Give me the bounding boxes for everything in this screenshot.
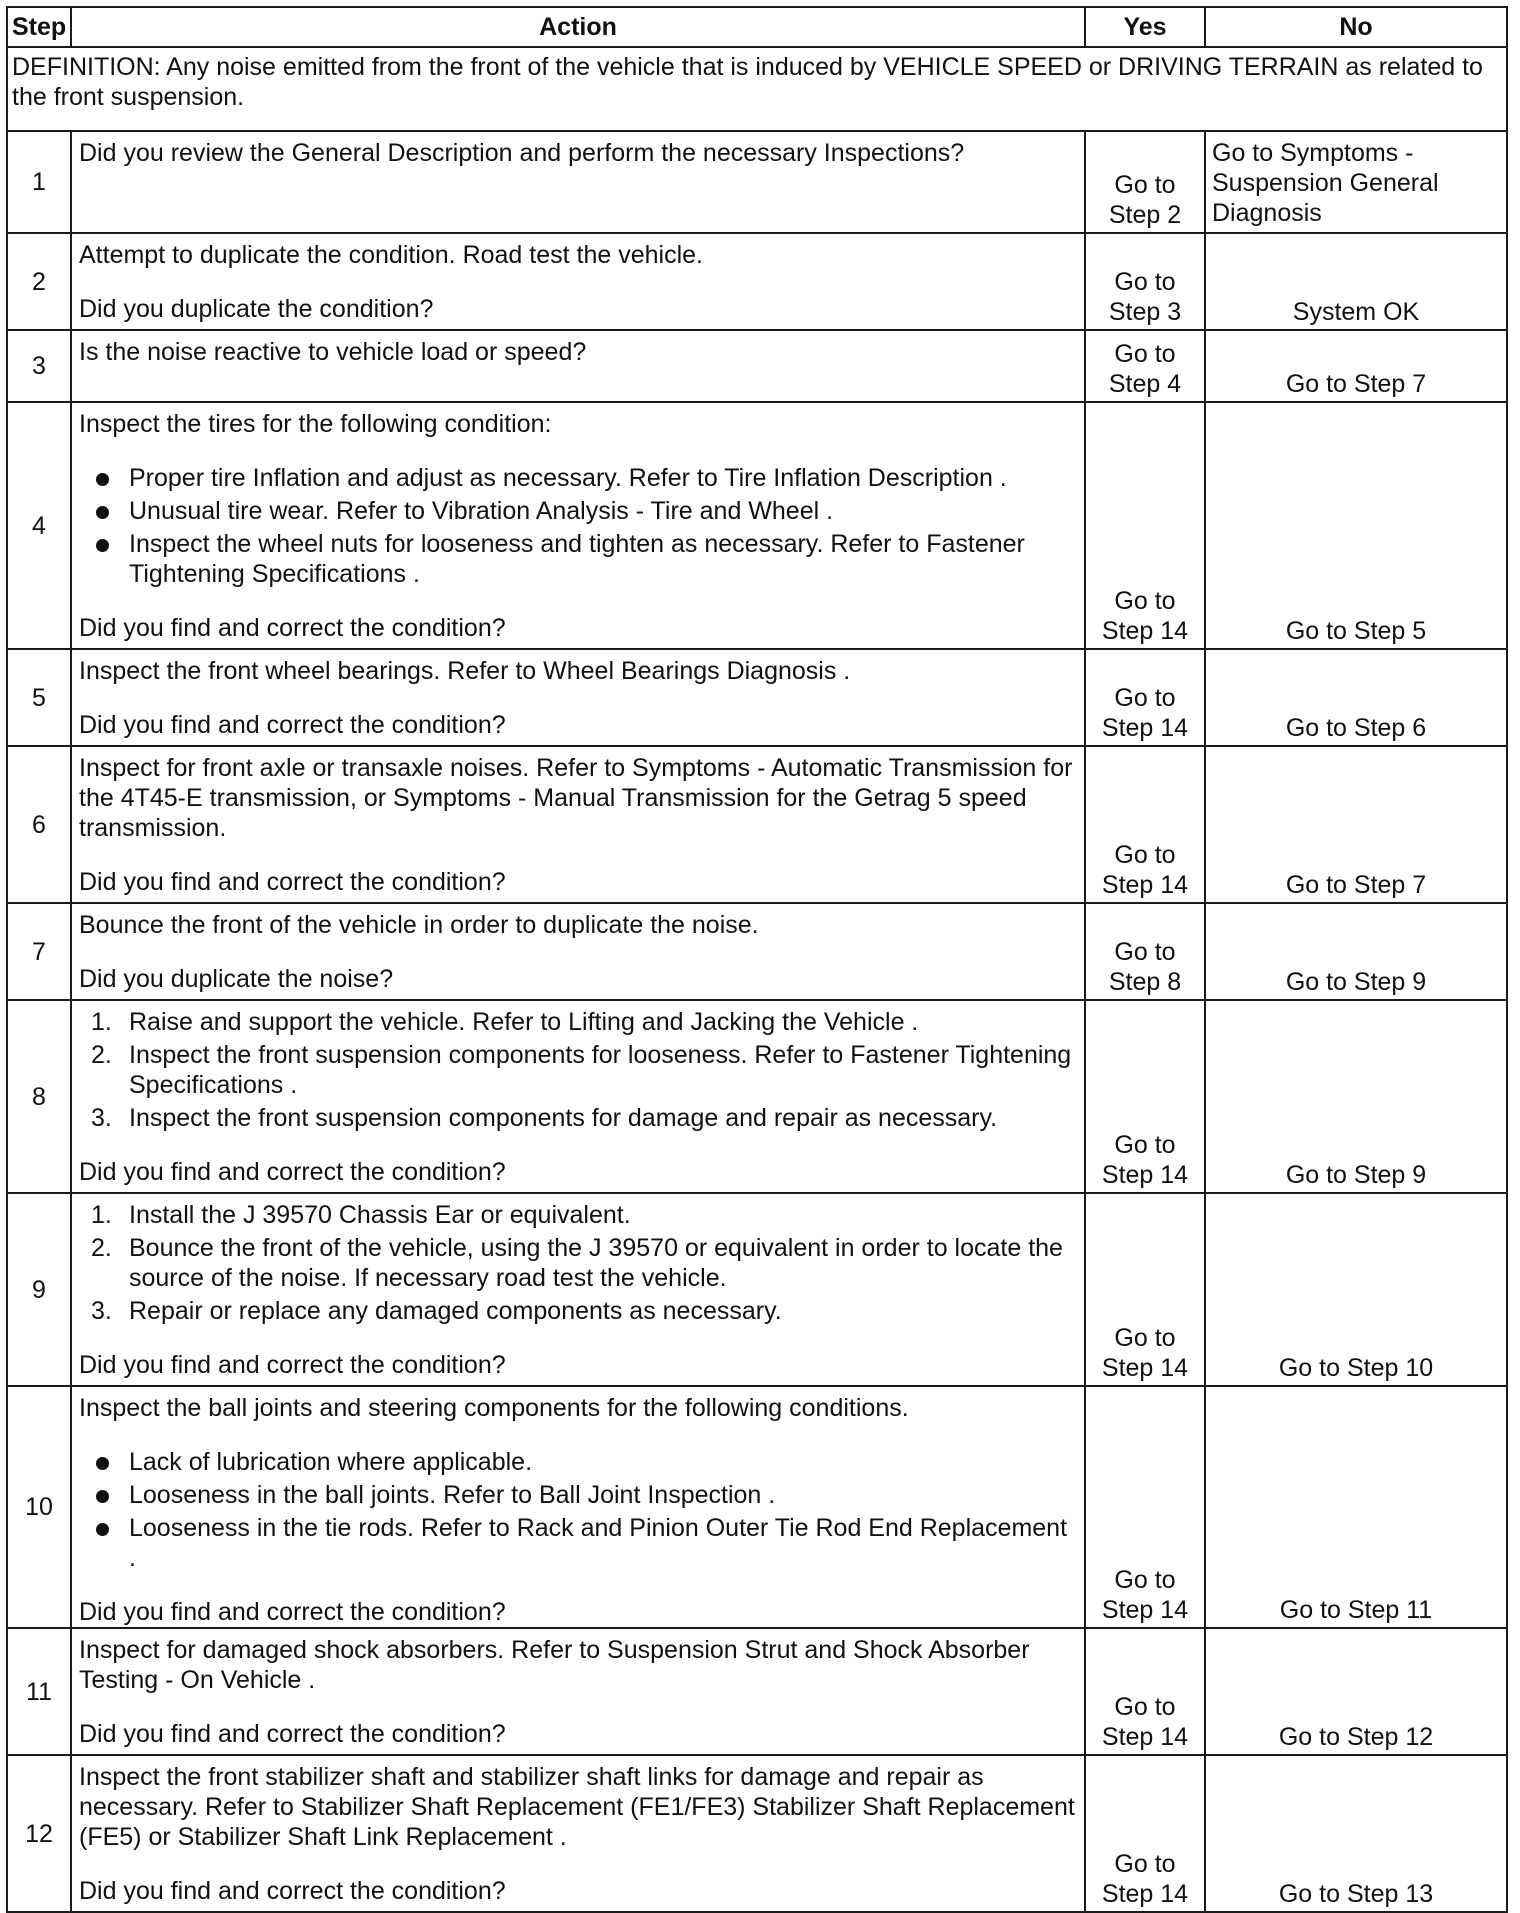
- table-row: [7, 1628, 1507, 1755]
- table-row: [7, 903, 1507, 1000]
- yes-text: Go to Step 14: [1101, 1131, 1189, 1189]
- action-cell: [71, 746, 1085, 903]
- table-row: [7, 402, 1507, 649]
- action-instruction: Bounce the front of the vehicle in order to duplicate the noise.: [79, 911, 759, 939]
- list-item: [79, 1447, 1078, 1477]
- list-item-text: Inspect the wheel nuts for looseness and tighten as necessary. Refer to Fastener Tightening Specifications .: [129, 530, 1025, 588]
- bullet-list: [79, 463, 1078, 589]
- no-text: Go to Step 6: [1285, 714, 1427, 742]
- no-link[interactable]: [1205, 746, 1507, 903]
- list-item: [79, 1233, 1078, 1293]
- step-number: 11: [7, 1628, 71, 1755]
- action-question: Did you find and correct the condition?: [79, 868, 506, 896]
- list-number: 2.: [91, 1041, 112, 1069]
- no-link[interactable]: [1205, 1386, 1507, 1628]
- action-instruction: Attempt to duplicate the condition. Road test the vehicle.: [79, 241, 703, 269]
- action-question: Did you find and correct the condition?: [79, 1877, 506, 1905]
- no-text: Go to Step 9: [1285, 1161, 1427, 1189]
- yes-link[interactable]: [1085, 131, 1205, 233]
- no-text: Go to Step 7: [1285, 871, 1427, 899]
- yes-text: Go to Step 4: [1108, 340, 1182, 398]
- numbered-list: [79, 1200, 1078, 1326]
- action-cell: [71, 649, 1085, 746]
- no-link[interactable]: [1205, 1755, 1507, 1912]
- yes-link[interactable]: [1085, 1193, 1205, 1386]
- no-link[interactable]: [1205, 1628, 1507, 1755]
- list-item: [79, 1513, 1078, 1573]
- bullet-icon: [96, 1523, 109, 1536]
- header-step: Step: [7, 7, 71, 47]
- action-instruction: Inspect the front wheel bearings. Refer to Wheel Bearings Diagnosis .: [79, 657, 851, 685]
- yes-link[interactable]: [1085, 649, 1205, 746]
- yes-link[interactable]: [1085, 1755, 1205, 1912]
- step-number: 12: [7, 1755, 71, 1912]
- list-item-text: Unusual tire wear. Refer to Vibration Analysis - Tire and Wheel .: [129, 497, 834, 525]
- no-text: Go to Step 5: [1285, 617, 1427, 645]
- list-number: 3.: [91, 1104, 112, 1132]
- table-row: [7, 233, 1507, 330]
- bullet-list: [79, 1447, 1078, 1573]
- table-row: [7, 1000, 1507, 1193]
- table-row: [7, 131, 1507, 233]
- action-cell: [71, 1628, 1085, 1755]
- list-item-text: Install the J 39570 Chassis Ear or equivalent.: [129, 1201, 631, 1229]
- step-number: 7: [7, 903, 71, 1000]
- list-item: [79, 1296, 1078, 1326]
- no-link[interactable]: [1205, 330, 1507, 402]
- action-question: Did you find and correct the condition?: [79, 1351, 506, 1379]
- action-question: Did you duplicate the noise?: [79, 965, 394, 993]
- list-number: 3.: [91, 1297, 112, 1325]
- list-item: [79, 463, 1078, 493]
- bullet-icon: [96, 506, 109, 519]
- step-number: 9: [7, 1193, 71, 1386]
- action-question: Did you find and correct the condition?: [79, 711, 506, 739]
- action-cell: [71, 1000, 1085, 1193]
- list-item-text: Raise and support the vehicle. Refer to Lifting and Jacking the Vehicle .: [129, 1008, 919, 1036]
- step-number: 10: [7, 1386, 71, 1628]
- header-yes: Yes: [1085, 7, 1205, 47]
- no-link[interactable]: [1205, 903, 1507, 1000]
- list-item: [79, 1480, 1078, 1510]
- no-text: Go to Step 7: [1285, 370, 1427, 398]
- list-item-text: Bounce the front of the vehicle, using the J 39570 or equivalent in order to locate the source of the noise. If necessary road test the vehicle.: [129, 1234, 1063, 1292]
- list-item: [79, 1200, 1078, 1230]
- yes-link[interactable]: [1085, 1000, 1205, 1193]
- list-number: 2.: [91, 1234, 112, 1262]
- list-item: [79, 529, 1078, 589]
- action-cell: [71, 903, 1085, 1000]
- yes-text: Go to Step 3: [1108, 268, 1182, 326]
- definition-text: DEFINITION: Any noise emitted from the front of the vehicle that is induced by VEHICLE SPEED or DRIVING TERRAIN as related to the front suspension.: [7, 47, 1507, 131]
- no-link[interactable]: [1205, 402, 1507, 649]
- no-text: Go to Step 12: [1278, 1723, 1434, 1751]
- header-no: No: [1205, 7, 1507, 47]
- header-row: [7, 7, 1507, 47]
- yes-text: Go to Step 14: [1101, 841, 1189, 899]
- action-question: Did you find and correct the condition?: [79, 614, 506, 642]
- no-text: System OK: [1292, 298, 1420, 326]
- yes-link[interactable]: [1085, 233, 1205, 330]
- yes-link[interactable]: [1085, 1386, 1205, 1628]
- no-link[interactable]: [1205, 1000, 1507, 1193]
- header-action: Action: [71, 7, 1085, 47]
- action-instruction: Inspect the ball joints and steering components for the following conditions.: [79, 1394, 909, 1422]
- no-text: Go to Step 13: [1278, 1880, 1434, 1908]
- table-row: [7, 330, 1507, 402]
- yes-text: Go to Step 14: [1101, 1693, 1189, 1751]
- action-instruction: Did you review the General Description and perform the necessary Inspections?: [79, 139, 965, 167]
- no-link[interactable]: [1205, 649, 1507, 746]
- action-question: Did you duplicate the condition?: [79, 295, 434, 323]
- step-number: 3: [7, 330, 71, 402]
- no-link[interactable]: [1205, 233, 1507, 330]
- yes-text: Go to Step 14: [1101, 1566, 1189, 1624]
- list-item-text: Lack of lubrication where applicable.: [129, 1448, 533, 1476]
- yes-link[interactable]: [1085, 1628, 1205, 1755]
- no-text: Go to Step 11: [1279, 1596, 1433, 1624]
- table-row: [7, 1386, 1507, 1628]
- no-text: Go to Step 10: [1278, 1354, 1434, 1382]
- yes-text: Go to Step 14: [1101, 587, 1189, 645]
- action-cell: [71, 131, 1085, 233]
- action-cell: [71, 330, 1085, 402]
- step-number: 2: [7, 233, 71, 330]
- table-row: [7, 649, 1507, 746]
- diagnostic-table: [6, 6, 1508, 1913]
- bullet-icon: [96, 539, 109, 552]
- list-number: 1.: [91, 1201, 112, 1229]
- definition-row: [7, 47, 1507, 131]
- action-question: Did you find and correct the condition?: [79, 1720, 506, 1748]
- yes-link[interactable]: [1085, 402, 1205, 649]
- action-instruction: Inspect for damaged shock absorbers. Refer to Suspension Strut and Shock Absorber Testing - On Vehicle .: [79, 1636, 1030, 1694]
- list-item: [79, 496, 1078, 526]
- list-item-text: Inspect the front suspension components for damage and repair as necessary.: [129, 1104, 998, 1132]
- no-link[interactable]: [1205, 1193, 1507, 1386]
- yes-link[interactable]: [1085, 330, 1205, 402]
- yes-text: Go to Step 2: [1108, 171, 1182, 229]
- list-item: [79, 1040, 1078, 1100]
- action-cell: [71, 1193, 1085, 1386]
- list-item-text: Inspect the front suspension components for looseness. Refer to Fastener Tightening Specifications .: [129, 1041, 1072, 1099]
- list-item-text: Proper tire Inflation and adjust as necessary. Refer to Tire Inflation Description .: [129, 464, 1007, 492]
- step-number: 6: [7, 746, 71, 903]
- list-number: 1.: [91, 1008, 112, 1036]
- action-instruction: Inspect the tires for the following condition:: [79, 410, 552, 438]
- step-number: 8: [7, 1000, 71, 1193]
- yes-text: Go to Step 14: [1101, 684, 1189, 742]
- action-question: Did you find and correct the condition?: [79, 1598, 506, 1626]
- action-cell: [71, 1755, 1085, 1912]
- yes-text: Go to Step 14: [1101, 1324, 1189, 1382]
- no-link[interactable]: [1205, 131, 1507, 233]
- action-instruction: Inspect the front stabilizer shaft and stabilizer shaft links for damage and repair as necessary. Refer to Stabilizer Shaft Replacement (FE1/FE3) Stabilizer Shaft Replacement (FE5) or Stabilizer Shaft Link Replacement .: [79, 1763, 1075, 1851]
- yes-text: Go to Step 14: [1101, 1850, 1189, 1908]
- bullet-icon: [96, 1457, 109, 1470]
- list-item: [79, 1007, 1078, 1037]
- list-item-text: Repair or replace any damaged components as necessary.: [129, 1297, 782, 1325]
- step-number: 5: [7, 649, 71, 746]
- table-row: [7, 1755, 1507, 1912]
- action-question: Did you find and correct the condition?: [79, 1158, 506, 1186]
- action-instruction: Inspect for front axle or transaxle noises. Refer to Symptoms - Automatic Transmission for the 4T45-E transmission, or Symptoms - Manual Transmission for the Getrag 5 speed transmission.: [79, 754, 1073, 842]
- step-number: 1: [7, 131, 71, 233]
- action-instruction: Is the noise reactive to vehicle load or speed?: [79, 338, 587, 366]
- bullet-icon: [96, 1490, 109, 1503]
- bullet-icon: [96, 473, 109, 486]
- table-row: [7, 746, 1507, 903]
- action-cell: [71, 402, 1085, 649]
- yes-link[interactable]: [1085, 746, 1205, 903]
- no-text: Go to Symptoms - Suspension General Diagnosis: [1212, 139, 1439, 227]
- action-cell: [71, 1386, 1085, 1628]
- numbered-list: [79, 1007, 1078, 1133]
- yes-text: Go to Step 8: [1108, 938, 1182, 996]
- list-item: [79, 1103, 1078, 1133]
- table-row: [7, 1193, 1507, 1386]
- no-text: Go to Step 9: [1285, 968, 1427, 996]
- step-number: 4: [7, 402, 71, 649]
- action-cell: [71, 233, 1085, 330]
- list-item-text: Looseness in the tie rods. Refer to Rack and Pinion Outer Tie Rod End Replacement .: [129, 1514, 1068, 1572]
- yes-link[interactable]: [1085, 903, 1205, 1000]
- list-item-text: Looseness in the ball joints. Refer to Ball Joint Inspection .: [129, 1481, 776, 1509]
